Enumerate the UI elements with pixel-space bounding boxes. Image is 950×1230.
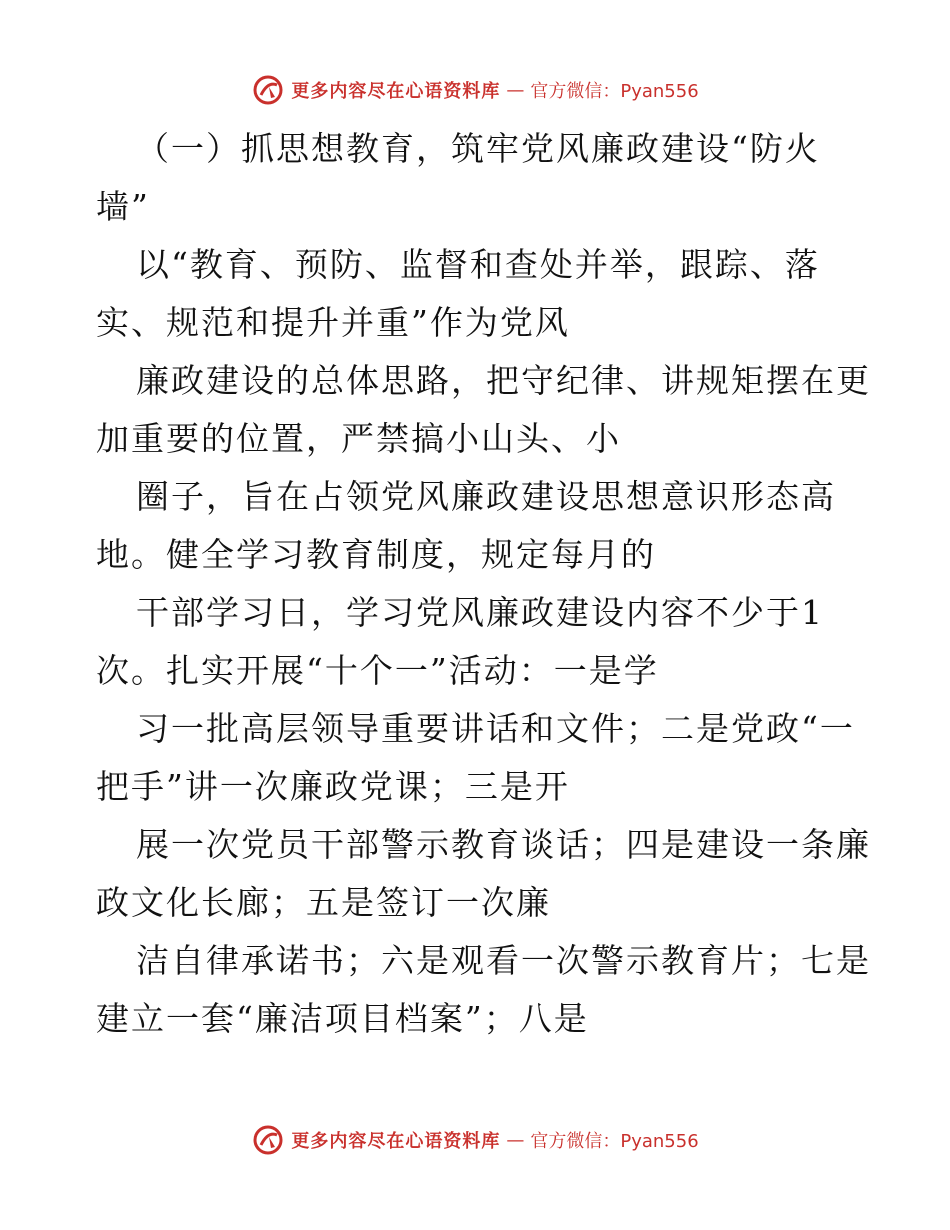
text-line: 实、规范和提升并重”作为党风 [96, 303, 570, 342]
text-line: 加重要的位置，严禁搞小山头、小 [96, 419, 621, 458]
text-line: 政文化长廊；五是签订一次廉 [96, 883, 551, 922]
text-line: 墙” [96, 187, 150, 226]
text-line: 洁自律承诺书；六是观看一次警示教育片；七是 [136, 941, 871, 980]
text-line: 干部学习日，学习党风廉政建设内容不少于1 [136, 593, 824, 632]
text-line: 地。健全学习教育制度，规定每月的 [96, 535, 656, 574]
header-brand-text: 更多内容尽在心语资料库 [291, 81, 501, 102]
footer-brand-text: 更多内容尽在心语资料库 [291, 1131, 501, 1152]
footer-banner [0, 1120, 950, 1160]
text-line: 以“教育、预防、监督和查处并举，跟踪、落 [136, 245, 820, 284]
header-banner [0, 70, 950, 110]
footer-separator: — [506, 1129, 525, 1151]
text-line: 把手”讲一次廉政党课；三是开 [96, 767, 570, 806]
text-line: 廉政建设的总体思路，把守纪律、讲规矩摆在更 [136, 361, 871, 400]
document-body [96, 120, 871, 1048]
text-line: 展一次党员干部警示教育谈话；四是建设一条廉 [136, 825, 871, 864]
header-contact-text: 官方微信：Pyan556 [530, 81, 699, 102]
text-line: （一）抓思想教育，筑牢党风廉政建设“防火 [136, 129, 820, 168]
pen-swirl-logo-icon [251, 73, 285, 107]
footer-contact-text: 官方微信：Pyan556 [530, 1131, 699, 1152]
text-line: 建立一套“廉洁项目档案”；八是 [96, 999, 589, 1038]
text-line: 圈子，旨在占领党风廉政建设思想意识形态高 [136, 477, 836, 516]
pen-swirl-logo-icon [251, 1123, 285, 1157]
text-line: 习一批高层领导重要讲话和文件；二是党政“一 [136, 709, 855, 748]
header-separator: — [506, 79, 525, 101]
text-line: 次。扎实开展“十个一”活动：一是学 [96, 651, 659, 690]
